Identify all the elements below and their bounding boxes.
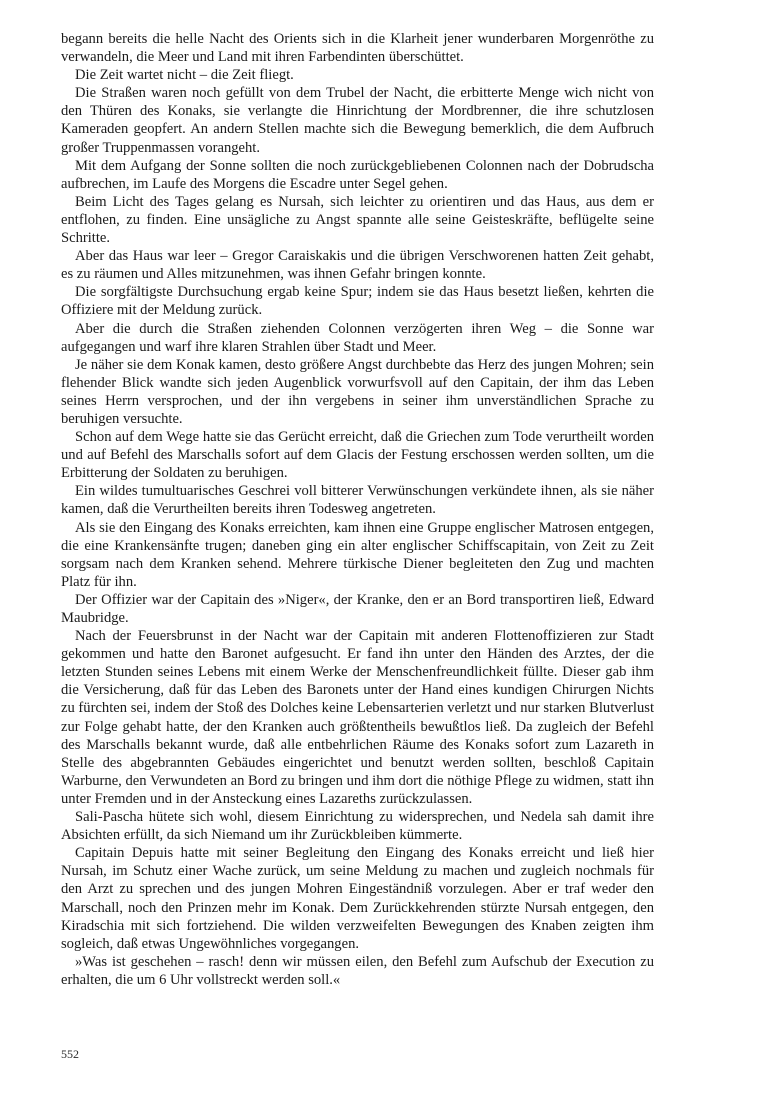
paragraph-6: Aber das Haus war leer – Gregor Caraiskakis und die übrigen Verschworenen hatten Zeit gehabt, es zu räumen und Alles mitzunehmen, was ihnen Gefahr bringen konnte. <box>61 248 654 283</box>
paragraph-11: Ein wildes tumultuarisches Geschrei voll bitterer Verwünschungen verkündete ihnen, als sie näher kamen, daß die Verurtheilten bereits ihren Todesweg angetreten. <box>61 483 654 518</box>
paragraph-7: Die sorgfältigste Durchsuchung ergab keine Spur; indem sie das Haus besetzt ließen, kehrten die Offiziere mit der Meldung zurück. <box>61 284 654 319</box>
paragraph-17: »Was ist geschehen – rasch! denn wir müssen eilen, den Befehl zum Aufschub der Execution zu erhalten, die um 6 Uhr vollstreckt werden soll.« <box>61 953 654 988</box>
paragraph-5: Beim Licht des Tages gelang es Nursah, sich leichter zu orientiren und das Haus, aus dem er entflohen, zu finden. Eine unsägliche zu Angst spannte alle seine Geisteskräfte, beflügelte seine Schritte. <box>61 193 654 247</box>
paragraph-8: Aber die durch die Straßen ziehenden Colonnen verzögerten ihren Weg – die Sonne war aufgegangen und warf ihre klaren Strahlen über Stadt und Meer. <box>61 320 654 355</box>
paragraph-10: Schon auf dem Wege hatte sie das Gerücht erreicht, daß die Griechen zum Tode verurtheilt worden und auf Befehl des Marschalls sofort auf dem Glacis der Festung erschossen werden sollten, um die Erbitterung der Soldaten zu beruhigen. <box>61 429 654 482</box>
paragraph-16: Capitain Depuis hatte mit seiner Begleitung den Eingang des Konaks erreicht und ließ hier Nursah, im Schutz einer Wache zurück, um seine Meldung zu machen und zugleich nochmals für den Arzt zu sprechen und des jungen Mohren Eingeständniß vorzulegen. Aber er traf weder den Marschall, noch den Prinzen mehr im Konak. Dem Zurückkehrenden stürzte Nursah entgegen, den Kiradschia mit sich fortziehend. Die wilden verzweifelten Bewegungen des Knaben zeigten ihm sogleich, daß etwas Ungewöhnliches vorgegangen. <box>61 845 654 952</box>
paragraph-1: begann bereits die helle Nacht des Orients sich in die Klarheit jener wunderbaren Morgenröthe zu verwandeln, die Meer und Land mit ihren Farbendinten überschüttet. <box>61 31 654 66</box>
page-number: 552 <box>61 1047 79 1061</box>
paragraph-12: Als sie den Eingang des Konaks erreichten, kam ihnen eine Gruppe englischer Matrosen entgegen, die eine Krankensänfte trugen; daneben ging ein alter englischer Schiffscapitain, von Zeit zu Zeit sorgsam nach dem Kranken sehend. Mehrere türkische Diener begleiteten den Zug und machten Platz für ihn. <box>61 519 654 590</box>
paragraph-14: Nach der Feuersbrunst in der Nacht war der Capitain mit anderen Flottenoffizieren zur Stadt gekommen und hatte den Baronet aufgesucht. Er fand ihn unter den Händen des Arztes, der die letzten Stunden seines Lebens mit einem Werke der Menschenfreundlichkeit füllte. Dieser gab ihm die Versicherung, daß für das Leben des Baronets unter der Hand eines kundigen Chirurgen Nichts zu fürchten sei, indem der Stoß des Dolches keine Lebensarterien verletzt und nur starken Blutverlust zur Folge gehabt hatte, der den Kranken auch größtentheils bewußtlos ließ. Da zugleich der Befehl des Marschalls bekannt wurde, daß alle entbehrlichen Räume des Konaks sofort zum Lazareth in Stelle des abgebrannten Gebäudes eingerichtet und benutzt werden sollten, beschloß Capitain Warburne, den Verwundeten an Bord zu bringen und ihm dort die nöthige Pflege zu widmen, statt ihn unter Fremden und in der Ansteckung eines Lazareths zurückzulassen. <box>61 628 654 807</box>
paragraph-4: Mit dem Aufgang der Sonne sollten die noch zurückgebliebenen Colonnen nach der Dobrudscha aufbrechen, im Laufe des Morgens die Escadre unter Segel gehen. <box>61 157 654 192</box>
paragraph-15: Sali-Pascha hütete sich wohl, diesem Einrichtung zu widersprechen, und Nedela sah damit ihre Absichten erfüllt, da sich Niemand um ihr Zurückbleiben kümmerte. <box>61 809 654 844</box>
paragraph-2: Die Zeit wartet nicht – die Zeit fliegt. <box>75 67 294 84</box>
paragraph-9: Je näher sie dem Konak kamen, desto größere Angst durchbebte das Herz des jungen Mohren; sein flehender Blick wandte sich jeden Augenblick vorwurfsvoll auf den Capitain, der ihm das Leben seines Herrn versprochen, und der ihn vergebens in seiner ihm unverständlichen Sprache zu beruhigen versuchte. <box>61 356 654 427</box>
paragraph-13: Der Offizier war der Capitain des »Niger«, der Kranke, den er an Bord transportiren ließ, Edward Maubridge. <box>61 591 654 626</box>
paragraph-3: Die Straßen waren noch gefüllt von dem Trubel der Nacht, die erbitterte Menge wich nicht von den Thüren des Konaks, sie verlangte die Hinrichtung der Mordbrenner, die ihre schutzlosen Kameraden geopfert. An andern Stellen machte sich die Bewegung bemerklich, die dem Aufbruch großer Truppenmassen vorangeht. <box>61 85 654 156</box>
body-text <box>61 30 654 989</box>
